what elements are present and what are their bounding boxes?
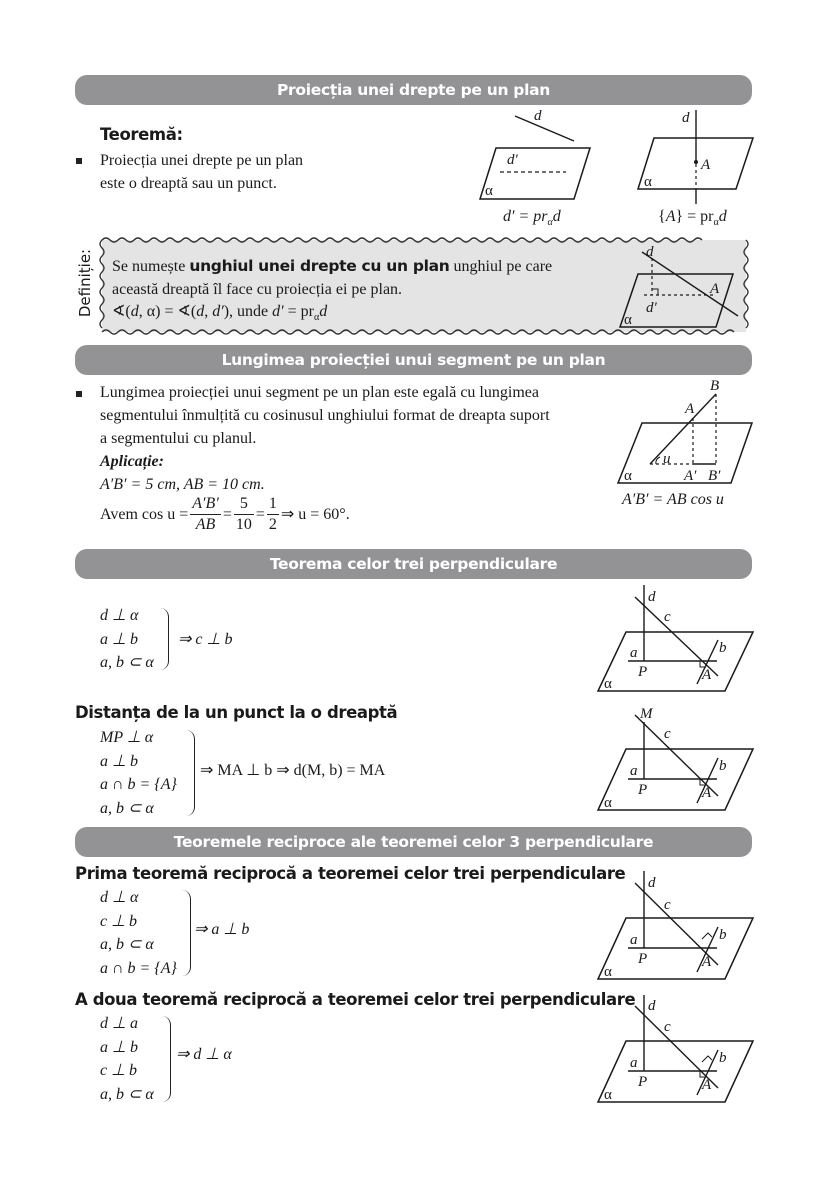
label-B: B (710, 378, 720, 394)
theorem-line-1: Proiecția unei drepte pe un plan (100, 152, 304, 169)
label-d: d (648, 589, 656, 605)
definition-side-label: Definiție: (76, 248, 94, 318)
label-Aprime: A′ (684, 468, 697, 484)
label-d: d (682, 110, 690, 126)
application-given: A′B′ = 5 cm, AB = 10 cm. (100, 476, 265, 493)
label-b: b (719, 758, 727, 774)
label-dprime: d′ (507, 152, 518, 168)
label-A: A (702, 667, 712, 683)
label-b: b (719, 927, 727, 943)
label-c: c (664, 609, 671, 625)
label-P: P (638, 1074, 648, 1090)
label-A: A (701, 157, 711, 173)
label-a: a (630, 645, 638, 661)
segment-text-line-1: Lungimea proiecției unui segment pe un plan este egală cu lungimea (100, 384, 539, 401)
bullet-icon (76, 158, 82, 164)
label-A: A (710, 281, 720, 297)
application-heading: Aplicație: (100, 453, 164, 470)
definition-formula: ∢(d, α) = ∢(d, d′), unde $d' = pr_\alpha d$ (112, 303, 328, 324)
label-u: u (663, 451, 671, 467)
reciprocal-1-hypotheses: d ⊥ α c ⊥ b a, b ⊂ α a ∩ b = {A} (100, 889, 177, 977)
label-d: d (646, 244, 654, 260)
reciprocal-2-conclusion: ⇒ d ⊥ α (176, 1046, 232, 1063)
three-perp-hypotheses: d ⊥ α a ⊥ b a, b ⊂ α (100, 607, 154, 671)
definition-line-1: Se numește unghiul unei drepte cu un plan unghiul pe care (112, 257, 553, 275)
label-c: c (664, 1019, 671, 1035)
label-b: b (719, 640, 727, 656)
label-A: A (685, 401, 695, 417)
distance-heading: Distanța de la un punct la o dreaptă (75, 703, 398, 722)
brace-icon (182, 890, 191, 976)
caption-segment-formula: A′B′ = AB cos u (622, 491, 724, 508)
distance-hypotheses: MP ⊥ α a ⊥ b a ∩ b = {A} a, b ⊂ α (100, 729, 177, 817)
label-a: a (630, 1055, 638, 1071)
label-A: A (702, 1077, 712, 1093)
section-header-segment-projection: Lungimea proiecției unui segment pe un plan (75, 345, 752, 375)
distance-diagram (590, 700, 760, 815)
label-alpha: α (624, 468, 632, 484)
label-d: d (648, 998, 656, 1014)
theorem-line-2: este o dreaptă sau un punct. (100, 175, 277, 192)
label-A: A (702, 785, 712, 801)
brace-icon (162, 1016, 171, 1102)
label-d: d (534, 108, 542, 124)
application-calculation: Avem cos u = $\frac{A'B'}{AB}$ = $\frac{5}{10}$ = $\frac{1}{2}$ ⇒ u = 60°. (100, 495, 350, 533)
label-a: a (630, 763, 638, 779)
label-alpha: α (604, 676, 612, 692)
distance-conclusion: ⇒ MA ⊥ b ⇒ d(M, b) = MA (200, 762, 386, 779)
reciprocal-2-heading: A doua teoremă reciprocă a teoremei celor trei perpendiculare (75, 990, 636, 1009)
three-perp-conclusion: ⇒ c ⊥ b (178, 631, 233, 648)
label-alpha: α (604, 964, 612, 980)
segment-projection-diagram (610, 375, 760, 490)
theorem-heading: Teoremă: (100, 125, 183, 144)
line-projection-diagram (470, 100, 610, 210)
bullet-icon (76, 391, 82, 397)
label-A: A (702, 954, 712, 970)
section-header-reciprocal-theorems: Teoremele reciproce ale teoremei celor 3 perpendiculare (75, 827, 752, 857)
label-P: P (638, 782, 648, 798)
label-alpha: α (604, 1087, 612, 1103)
reciprocal-1-diagram (590, 865, 760, 985)
label-c: c (664, 726, 671, 742)
caption-point-projection: $\{A\} = pr_\alpha d$ (658, 208, 727, 229)
label-P: P (638, 951, 648, 967)
label-Bprime: B′ (708, 468, 721, 484)
brace-icon (160, 608, 169, 670)
label-dprime: d′ (646, 300, 657, 316)
caption-line-projection: $d' = pr_\alpha d$ (503, 208, 561, 229)
label-alpha: α (485, 183, 493, 199)
label-c: c (664, 897, 671, 913)
reciprocal-2-diagram (590, 990, 760, 1110)
brace-icon (186, 730, 195, 816)
section-header-three-perpendiculars: Teorema celor trei perpendiculare (75, 549, 752, 579)
label-alpha: α (644, 174, 652, 190)
point-projection-diagram (630, 100, 760, 210)
label-alpha: α (604, 795, 612, 811)
segment-text-line-3: a segmentului cu planul. (100, 430, 257, 447)
three-perp-diagram (590, 580, 760, 700)
section-header-projection-line: Proiecția unei drepte pe un plan (75, 75, 752, 105)
label-M: M (640, 706, 653, 722)
definition-line-2: această dreaptă îl face cu proiecția ei pe plan. (112, 281, 403, 298)
label-alpha: α (624, 312, 632, 328)
segment-text-line-2: segmentului înmulțită cu cosinusul unghiului format de dreapta suport (100, 407, 550, 424)
label-b: b (719, 1050, 727, 1066)
reciprocal-1-conclusion: ⇒ a ⊥ b (194, 921, 250, 938)
label-d: d (648, 875, 656, 891)
label-P: P (638, 664, 648, 680)
reciprocal-1-heading: Prima teoremă reciprocă a teoremei celor trei perpendiculare (75, 864, 626, 883)
reciprocal-2-hypotheses: d ⊥ a a ⊥ b c ⊥ b a, b ⊂ α (100, 1015, 154, 1103)
label-a: a (630, 932, 638, 948)
definition-term: unghiul unei drepte cu un plan (189, 257, 450, 275)
